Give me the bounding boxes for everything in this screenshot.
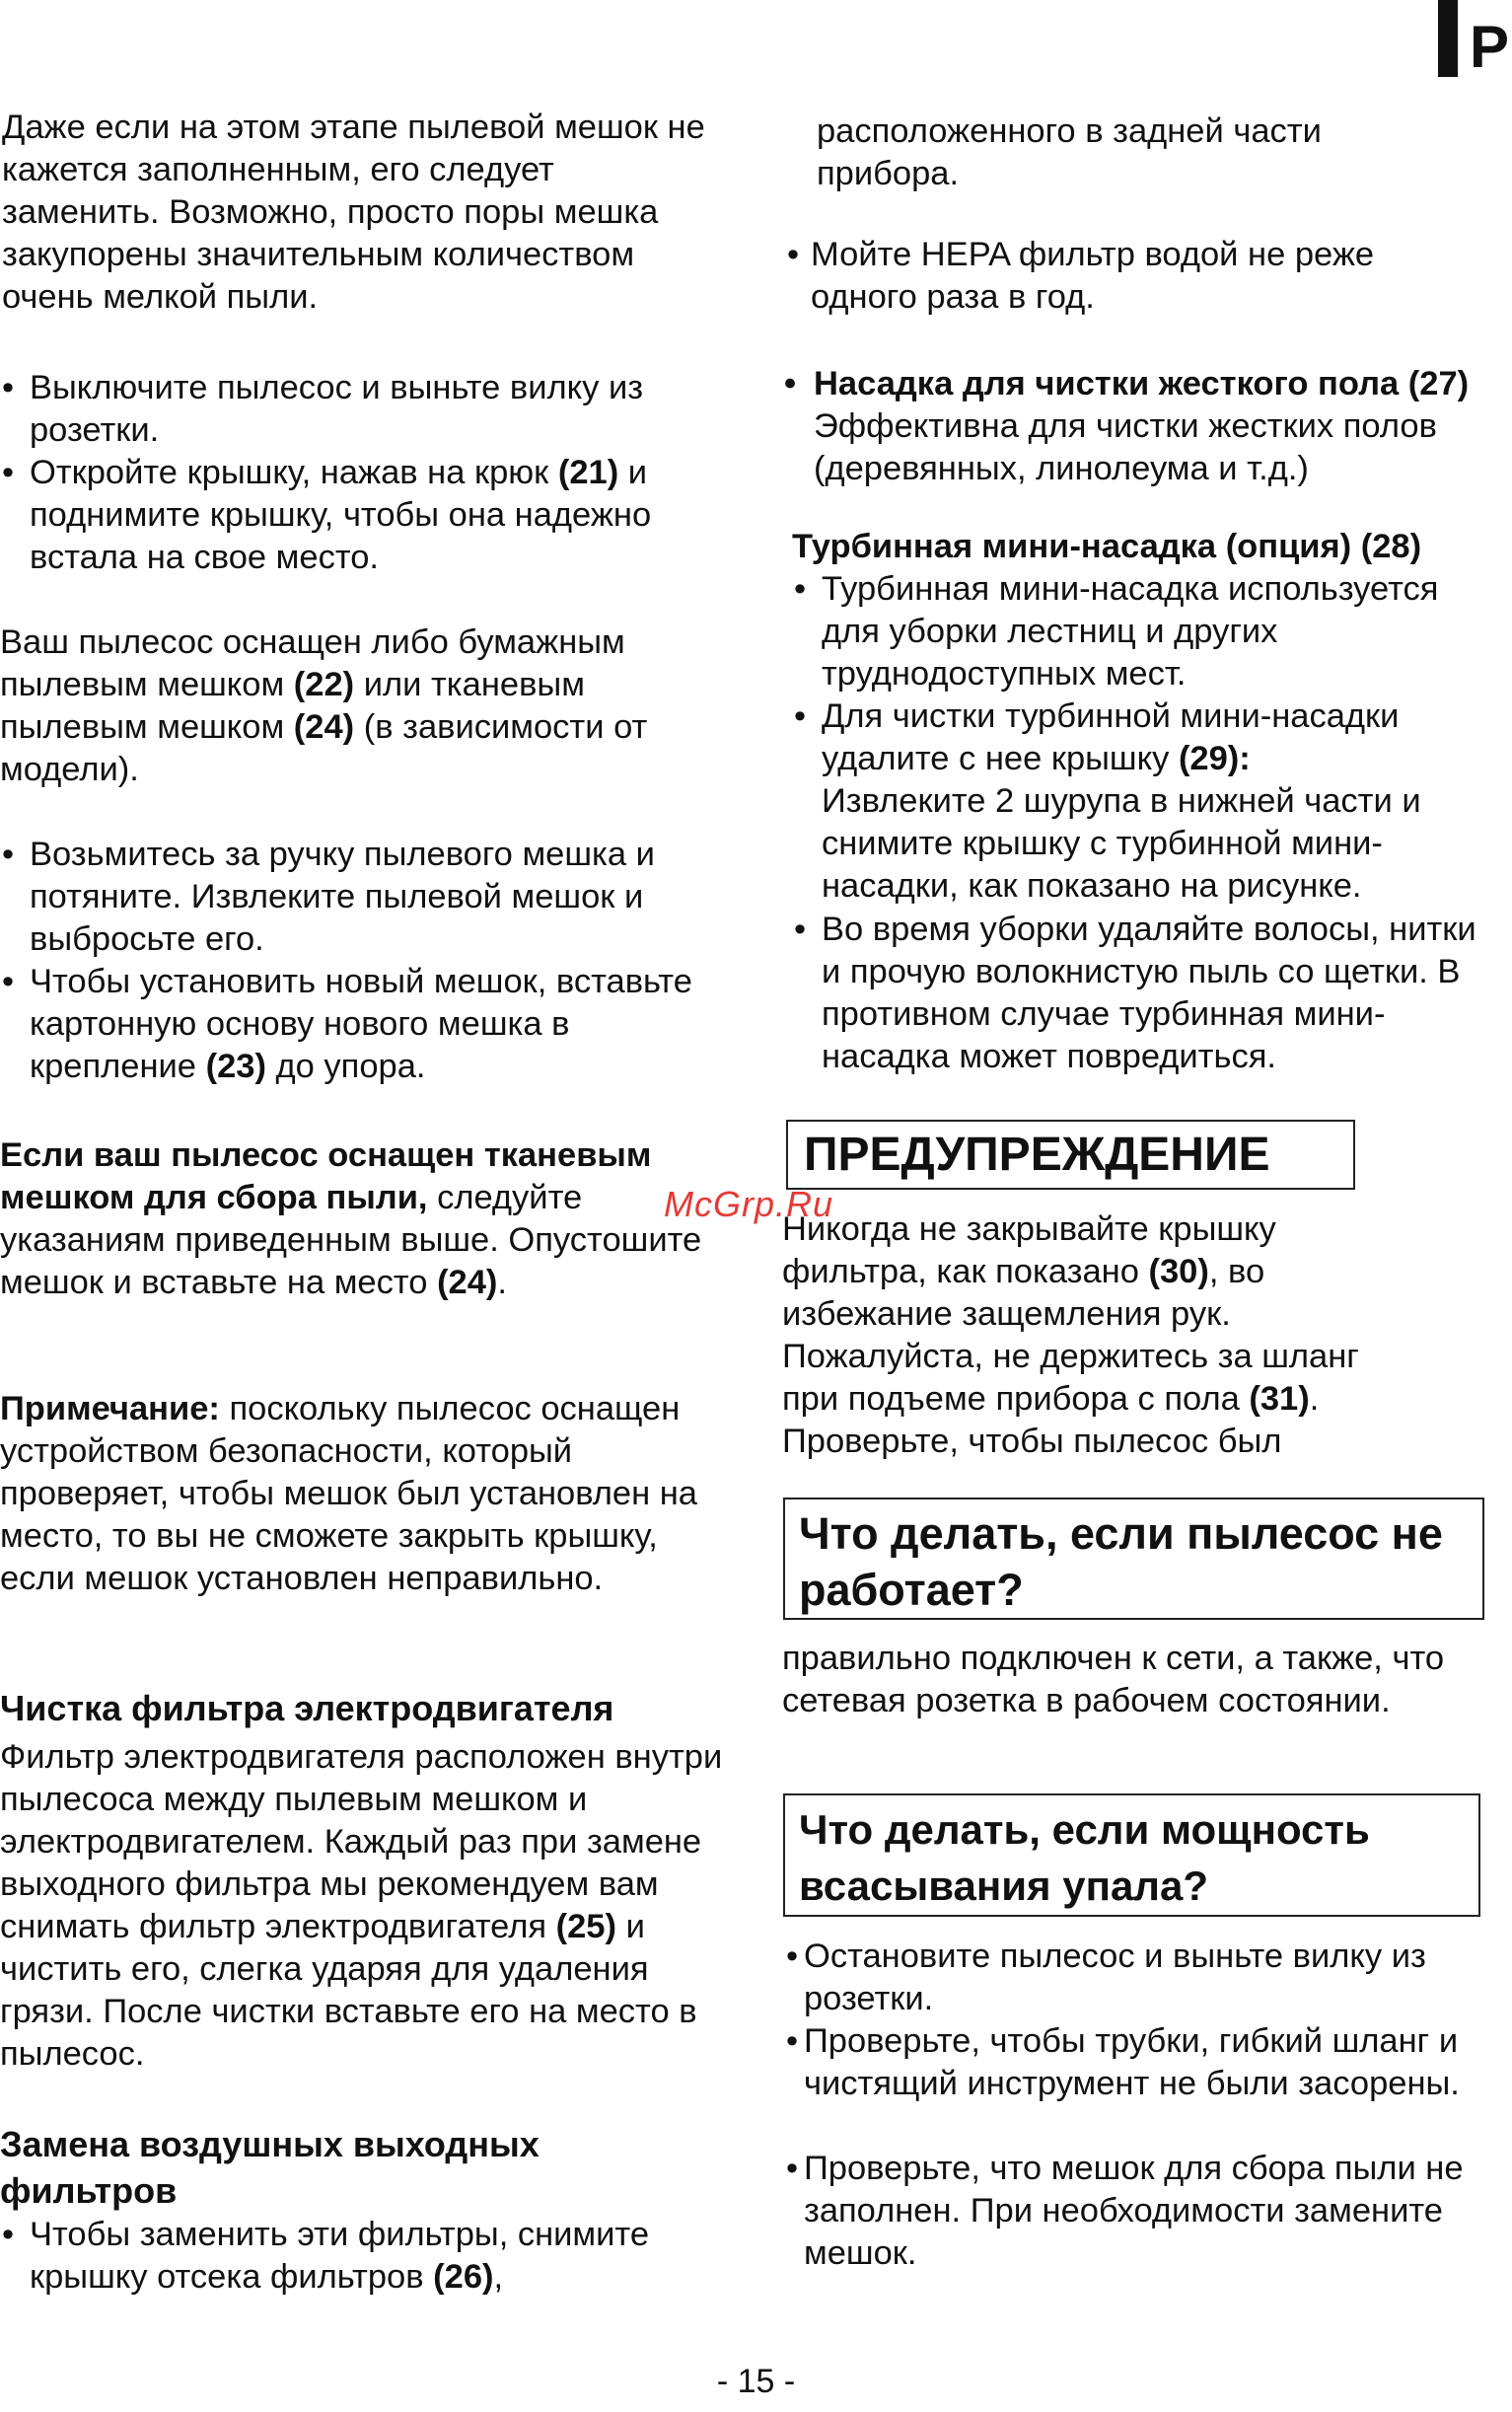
left-paragraph-note: Примечание: поскольку пылесос оснащен устройством безопасности, который проверяет, чтобы мешок был установлен на место, то вы не сможете закрыть крышку, если мешок установлен неправильно. xyxy=(0,1390,697,1597)
warning-title: ПРЕДУПРЕЖДЕНИЕ xyxy=(804,1129,1270,1181)
bullet-turbo-hair: • Во время уборки удаляйте волосы, нитки и прочую волокнистую пыль со щетки. В противном случае турбинная мини-насадка может повредиться. xyxy=(794,911,1476,1075)
left-paragraph-motor-filter: Фильтр электродвигателя расположен внутри пылесоса между пылевым мешком и электродвигателем. Каждый раз при замене выходного фильтра мы рекомендуем вам снимать фильтр электродвигателя (25) и чистить его, слегка ударяя для удаления грязи. После чистки вставьте его на место в пылесос. xyxy=(0,1738,723,2073)
bullet-open-lid: • Откройте крышку, нажав на крюк (21) и поднимите крышку, чтобы она надежно встала на свое место. xyxy=(2,454,652,576)
box-suction-low-title: Что делать, если мощность всасывания упала? xyxy=(799,1806,1370,1909)
watermark: McGrp.Ru xyxy=(664,1184,834,1224)
bullet-hard-floor: • Насадка для чистки жесткого пола (27) Эффективна для чистки жестких полов (деревянных, линолеума и т.д.) xyxy=(784,365,1470,487)
bullet-turbo-clean: • Для чистки турбинной мини-насадки удалите с нее крышку (29): Извлеките 2 шурупа в нижней части и снимите крышку с турбинной мини-насадки, как показано на рисунке. xyxy=(794,697,1421,905)
left-paragraph-bag-type: Ваш пылесос оснащен либо бумажным пылевым мешком (22) или тканевым пылевым мешком (24) (в зависимости от модели). xyxy=(0,623,648,788)
heading-turbo-nozzle: Турбинная мини-насадка (опция) (28) xyxy=(792,528,1422,565)
warning-box xyxy=(786,1120,1355,1190)
bullet-check-tubes: • Проверьте, чтобы трубки, гибкий шланг и чистящий инструмент не были засорены. xyxy=(786,2022,1460,2102)
bullet-check-bag: • Проверьте, что мешок для сбора пыли не заполнен. При необходимости замените мешок. xyxy=(786,2150,1464,2272)
left-paragraph-dust-bag: Даже если на этом этапе пылевой мешок не кажется заполненным, его следует заменить. Возможно, просто поры мешка закупорены значительным количеством очень мелкой пыли. xyxy=(2,109,705,316)
bullet-replace-filters: • Чтобы заменить эти фильтры, снимите крышку отсека фильтров (26), xyxy=(2,2216,650,2296)
heading-exhaust-filters: Замена воздушных выходных фильтров xyxy=(0,2124,540,2211)
right-paragraph-socket: правильно подключен к сети, а также, что сетевая розетка в рабочем состоянии. xyxy=(782,1640,1445,1719)
right-paragraph-rear: расположенного в задней части прибора. xyxy=(817,112,1322,192)
language-letter: P xyxy=(1470,14,1510,80)
box-suction-low xyxy=(783,1793,1480,1917)
heading-motor-filter: Чистка фильтра электродвигателя xyxy=(0,1688,614,1728)
bullet-turbo-use: • Турбинная мини-насадка используется для уборки лестниц и других труднодоступных мест. xyxy=(794,570,1439,693)
bullet-unplug: • Выключите пылесос и выньте вилку из розетки. xyxy=(2,369,644,449)
left-paragraph-cloth-bag: Если ваш пылесос оснащен тканевым мешком для сбора пыли, следуйте указаниям приведенным выше. Опустошите мешок и вставьте на место (24). xyxy=(0,1136,702,1301)
page-number: - 15 - xyxy=(716,2363,796,2400)
bullet-install-bag: • Чтобы установить новый мешок, вставьте картонную основу нового мешка в крепление (23) до упора. xyxy=(2,963,692,1085)
bullet-hepa-wash: • Мойте HEPA фильтр водой не реже одного раза в год. xyxy=(787,236,1375,316)
box-not-working-title: Что делать, если пылесос не работает? xyxy=(799,1508,1443,1615)
language-bar xyxy=(1438,0,1458,77)
bullet-stop-unplug: • Остановите пылесос и выньте вилку из розетки. xyxy=(786,1937,1426,2017)
box-not-working xyxy=(783,1498,1484,1620)
bullet-remove-bag: • Возьмитесь за ручку пылевого мешка и потяните. Извлеките пылевой мешок и выбросьте его. xyxy=(2,836,655,958)
right-paragraph-warning: Никогда не закрывайте крышку фильтра, как показано (30), во избежание защемления рук. Пожалуйста, не держитесь за шланг при подъеме прибора с пола (31). Проверьте, чтобы пылесос был xyxy=(782,1210,1359,1460)
